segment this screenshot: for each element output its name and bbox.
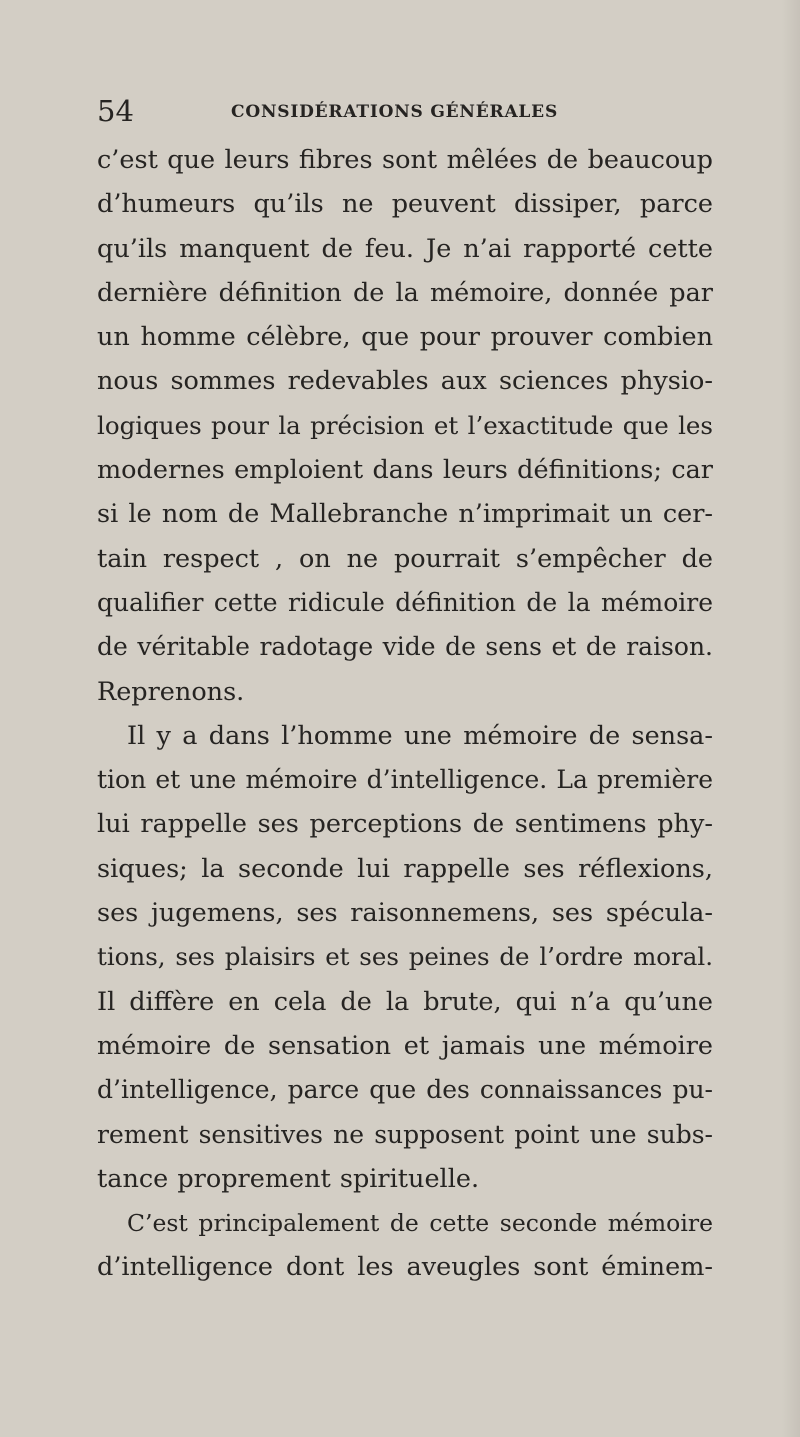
running-title: CONSIDÉRATIONS GÉNÉRALES xyxy=(231,102,559,122)
text-line: de véritable radotage vide de sens et de raison. xyxy=(97,632,713,662)
text-line: modernes emploient dans leurs définitions; car xyxy=(97,455,713,486)
text-line: d’humeurs qu’ils ne peuvent dissiper, parce xyxy=(97,189,713,220)
text-line: tance proprement spirituelle. xyxy=(97,1163,480,1194)
page-number: 54 xyxy=(97,94,134,128)
paragraph-start-line: Il y a dans l’homme une mémoire de sensa- xyxy=(127,720,713,751)
text-line: rement sensitives ne supposent point une subs- xyxy=(97,1119,713,1149)
text-line: qualifier cette ridicule définition de la mémoire xyxy=(97,587,713,617)
text-line: mémoire de sensation et jamais une mémoire xyxy=(97,1030,713,1061)
paragraph-start-line: C’est principalement de cette seconde mémoire xyxy=(127,1209,713,1238)
text-line: ses jugemens, ses raisonnemens, ses spécula- xyxy=(97,898,713,929)
text-line: tain respect , on ne pourrait s’empêcher de xyxy=(97,543,713,574)
page-edge-shadow xyxy=(782,0,800,1437)
body-text xyxy=(97,138,713,1290)
page-header xyxy=(97,92,717,132)
text-line: nous sommes redevables aux sciences physio- xyxy=(97,366,713,397)
text-line: tion et une mémoire d’intelligence. La première xyxy=(97,765,713,795)
text-line: Il diffère en cela de la brute, qui n’a qu’une xyxy=(97,986,713,1017)
text-line: qu’ils manquent de feu. Je n’ai rapporté cette xyxy=(97,233,713,264)
text-line: un homme célèbre, que pour prouver combien xyxy=(97,322,713,353)
text-line: c’est que leurs fibres sont mêlées de beaucoup xyxy=(97,145,713,175)
text-line: Reprenons. xyxy=(97,676,245,707)
text-line: d’intelligence, parce que des connaissances pu- xyxy=(97,1075,713,1105)
text-line: siques; la seconde lui rappelle ses réflexions, xyxy=(97,853,713,884)
text-line: tions, ses plaisirs et ses peines de l’ordre moral. xyxy=(97,942,713,972)
text-line: logiques pour la précision et l’exactitude que les xyxy=(97,410,713,440)
text-line: d’intelligence dont les aveugles sont éminem- xyxy=(97,1252,713,1283)
text-line: si le nom de Mallebranche n’imprimait un cer- xyxy=(97,499,713,530)
text-line: lui rappelle ses perceptions de sentimens phy- xyxy=(97,809,713,840)
text-line: dernière définition de la mémoire, donnée par xyxy=(97,277,713,308)
